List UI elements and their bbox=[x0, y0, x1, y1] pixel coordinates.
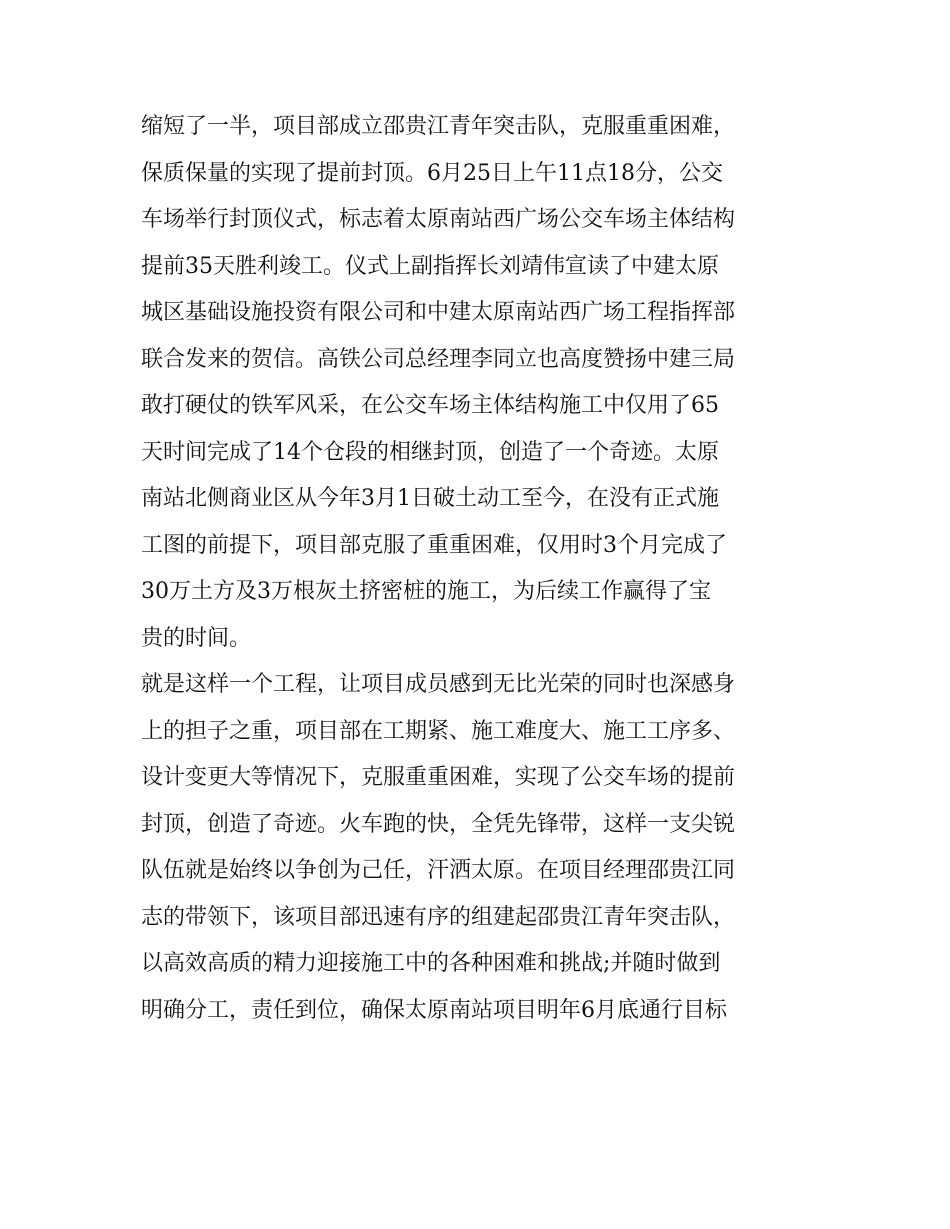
text-line: 保质保量的实现了提前封顶。6月25日上午11点18分，公交 bbox=[141, 160, 723, 186]
text-line: 南站北侧商业区从今年3月1日破土动工至今，在没有正式施 bbox=[141, 486, 719, 511]
text-line: 联合发来的贺信。高铁公司总经理李同立也高度赞扬中建三局 bbox=[141, 346, 736, 372]
text-line: 提前35天胜利竣工。仪式上副指挥长刘靖伟宣读了中建太原 bbox=[141, 253, 719, 279]
text-line: 贵的时间。 bbox=[141, 625, 252, 651]
text-line: 缩短了一半，项目部成立邵贵江青年突击队，克服重重困难， bbox=[141, 114, 736, 139]
text-line: 明确分工，责任到位，确保太原南站项目明年6月底通行目标 bbox=[141, 997, 727, 1023]
text-line: 设计变更大等情况下，克服重重困难，实现了公交车场的提前 bbox=[141, 765, 736, 790]
text-line: 上的担子之重，项目部在工期紧、施工难度大、施工工序多、 bbox=[141, 718, 736, 744]
text-line: 就是这样一个工程，让项目成员感到无比光荣的同时也深感身 bbox=[141, 672, 736, 697]
text-line: 工图的前提下，项目部克服了重重困难，仅用时3个月完成了 bbox=[141, 532, 727, 558]
text-line: 天时间完成了14个仓段的相继封顶，创造了一个奇迹。太原 bbox=[141, 439, 719, 465]
text-line: 队伍就是始终以争创为己任，汗洒太原。在项目经理邵贵江同 bbox=[141, 858, 736, 883]
text-line: 车场举行封顶仪式，标志着太原南站西广场公交车场主体结构 bbox=[141, 207, 736, 232]
text-line: 封顶，创造了奇迹。火车跑的快，全凭先锋带，这样一支尖锐 bbox=[141, 811, 736, 837]
text-line: 以高效高质的精力迎接施工中的各种困难和挑战;并随时做到 bbox=[141, 951, 721, 976]
text-line: 城区基础设施投资有限公司和中建太原南站西广场工程指挥部 bbox=[141, 300, 736, 325]
text-line: 30万土方及3万根灰土挤密桩的施工，为后续工作赢得了宝 bbox=[141, 579, 711, 604]
text-line: 志的带领下，该项目部迅速有序的组建起邵贵江青年突击队， bbox=[141, 904, 736, 930]
text-line: 敢打硬仗的铁军风采，在公交车场主体结构施工中仅用了65 bbox=[141, 393, 719, 418]
body-text bbox=[141, 104, 821, 1034]
